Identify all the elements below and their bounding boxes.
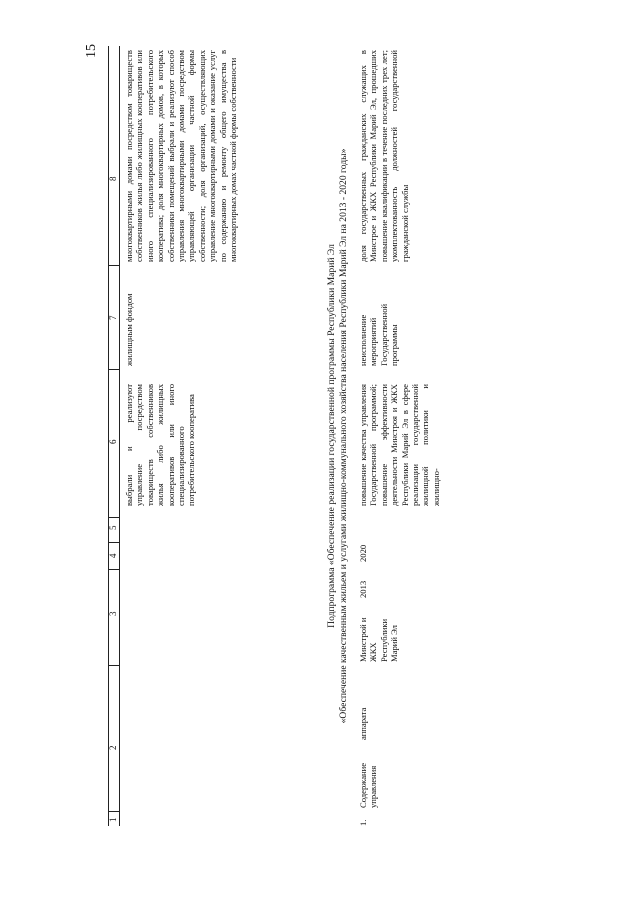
row1-col4: 2013	[358, 580, 368, 598]
header-col-5: 5	[108, 525, 118, 530]
row1-col3: Минстрой и ЖКХ Республики Марий Эл	[358, 617, 400, 662]
header-col-4: 4	[108, 553, 118, 558]
rotated-table	[108, 46, 441, 826]
table-header	[108, 46, 120, 826]
row1-col8: доля государственных гражданских служащих в Минстрое и ЖКХ Республики Марий Эл, прошедших повышение квалификации в течение последних трех лет; укомплектованность должностей государственной гражданской службы	[358, 50, 410, 262]
header-col-3: 3	[108, 611, 118, 616]
row1-col7: неисполнение мероприятий Государственной программы	[358, 303, 400, 366]
title-line-2: «Обеспечение качественным жильем и услугами жилищно-коммунального хозяйства населения Республики Марий Эл на 2013 - 2020 годы»	[338, 148, 349, 724]
row1-number: 1.	[358, 819, 368, 826]
header-col-2: 2	[108, 745, 118, 750]
row1-col6: повышение качества управления Государственной программой; повышение эффективности деятельности Минстроя и ЖКХ Республики Марий Эл в сфере реализации государственной жилищной политики и жилищно-	[358, 384, 441, 506]
top-row-col6: выбрали и реализуют управление посредством товариществ собственников жилья либо жилищных кооперативов или иного специализированного потребительского кооператива	[124, 384, 197, 506]
top-row-col8: многоквартирными домами посредством товариществ собственников жилья либо жилищных кооперативов или иного специализированного потребительского кооператива; доля многоквартирных домов, в которых собственники помещений выбрали и реализуют способ управления многоквартирными домами посредством управляющей организации частной формы собственности; доля организаций, осуществляющих управление многоквартирными домами и оказание услуг по содержанию и ремонту общего имущества в многоквартирных домах частной формы собственности	[124, 50, 239, 262]
header-col-7: 7	[108, 315, 118, 320]
header-col-6: 6	[108, 439, 118, 444]
subprogram-title	[326, 46, 350, 826]
top-row-col7: жилищным фондом	[124, 293, 134, 366]
header-col-8: 8	[108, 176, 118, 181]
header-col-1: 1	[108, 817, 118, 822]
row1-col5: 2020	[358, 544, 368, 562]
row1-col2: аппарата	[358, 707, 368, 740]
row1-col1: Содержание управления	[358, 762, 379, 808]
page-number: 15	[84, 44, 99, 58]
title-line-1: Подпрограмма «Обеспечение реализации государственной программы Республики Марий Эл	[326, 244, 337, 628]
